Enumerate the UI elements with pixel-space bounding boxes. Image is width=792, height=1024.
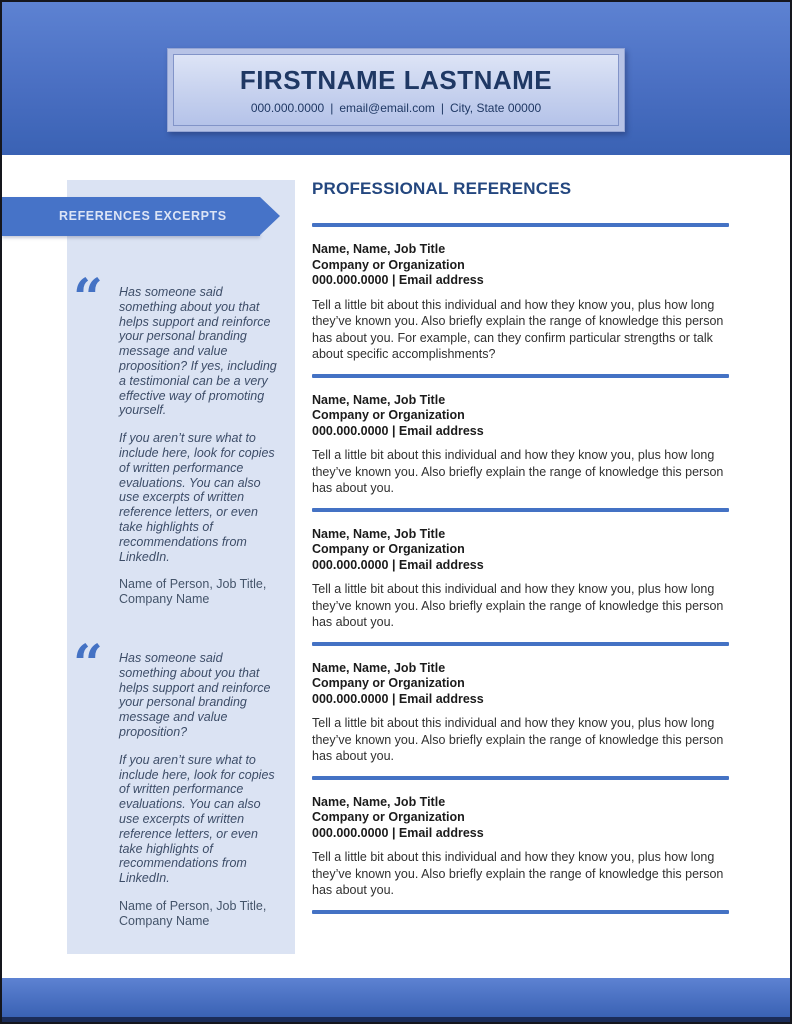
reference-name: Name, Name, Job Title [312,242,446,256]
location-text: City, State 00000 [450,101,542,115]
reference-entry [312,780,729,914]
header-banner [2,2,790,155]
main-column [312,178,729,914]
reference-organization: Company or Organization [312,408,465,422]
testimonial-excerpt [73,633,283,929]
sidebar-title: REFERENCES EXCERPTS [59,209,227,223]
reference-name: Name, Name, Job Title [312,794,446,809]
contact-line [174,101,618,115]
reference-contact: 000.000.0000 | Email address [312,825,484,840]
reference-entry [312,378,729,512]
reference-description: Tell a little bit about this individual and how they know you, plus how long they’ve known you. Also briefly explain the range of knowledge this person has about you. [312,582,724,629]
reference-header [312,242,729,289]
section-divider [312,910,729,914]
contact-separator: | [440,101,445,115]
reference-header [312,527,729,574]
reference-contact: 000.000.0000 | Email address [312,557,484,572]
reference-contact: 000.000.0000 | Email address [312,273,484,287]
sidebar-content [67,180,295,972]
reference-header [312,661,729,708]
excerpt-paragraph: If you aren’t sure what to include here, look for copies of written performance evaluations. You can also use excerpts of written reference letters, or even take highlights of recommendations from LinkedIn. [119,431,275,564]
reference-description: Tell a little bit about this individual and how they know you, plus how long they’ve known you. Also briefly explain the range of knowledge this person has about you. [312,850,724,897]
testimonial-excerpt [73,268,283,607]
excerpt-attribution: Name of Person, Job Title, Company Name [119,898,267,928]
reference-contact: 000.000.0000 | Email address [312,691,484,706]
reference-organization: Company or Organization [312,257,465,272]
phone-text: 000.000.0000 [250,101,325,115]
quote-icon: “ [73,268,103,329]
reference-description: Tell a little bit about this individual and how they know you, plus how long they’ve known you. Also briefly explain the range of knowledge this person has about you. [312,448,724,495]
excerpt-paragraphs [119,285,283,564]
excerpt-paragraph: Has someone said something about you that helps support and reinforce your personal branding message and value proposition? [119,650,271,739]
name-plate [167,48,625,132]
reference-entry [312,512,729,646]
reference-entry [312,227,729,378]
email-text: email@email.com [339,101,435,115]
quote-icon: “ [73,633,103,695]
footer-banner [2,978,790,1022]
excerpt-paragraphs [119,651,283,886]
excerpt-paragraph: If you aren’t sure what to include here, look for copies of written performance evaluations. You can also use excerpts of written reference letters, or even take highlights of recommendations from LinkedIn. [119,752,275,886]
section-title: PROFESSIONAL REFERENCES [312,179,572,198]
reference-entry [312,646,729,780]
reference-contact: 000.000.0000 | Email address [312,423,484,438]
reference-list [312,227,729,914]
reference-organization: Company or Organization [312,676,465,690]
person-name: FIRSTNAME LASTNAME [239,65,553,95]
name-plate-inner [173,54,619,126]
reference-header [312,795,729,842]
reference-header [312,393,729,440]
reference-organization: Company or Organization [312,542,465,556]
excerpt-paragraph: Has someone said something about you that helps support and reinforce your personal branding message and value proposition? If yes, including a testimonial can be a very effective way of promoting yourself. [119,285,277,418]
reference-name: Name, Name, Job Title [312,660,446,675]
excerpt-attribution: Name of Person, Job Title, Company Name [119,577,267,607]
reference-name: Name, Name, Job Title [312,526,446,541]
reference-description: Tell a little bit about this individual and how they know you, plus how long they’ve known you. Also briefly explain the range of knowledge this person has about you. [312,716,724,763]
reference-organization: Company or Organization [312,810,465,824]
reference-name: Name, Name, Job Title [312,392,446,407]
contact-separator: | [330,101,334,115]
reference-description: Tell a little bit about this individual and how they know you, plus how long they’ve known you. Also briefly explain the range of knowledge this person has about you. For example, can they confirm particular strengths or talk about specific accomplishments? [312,297,724,361]
